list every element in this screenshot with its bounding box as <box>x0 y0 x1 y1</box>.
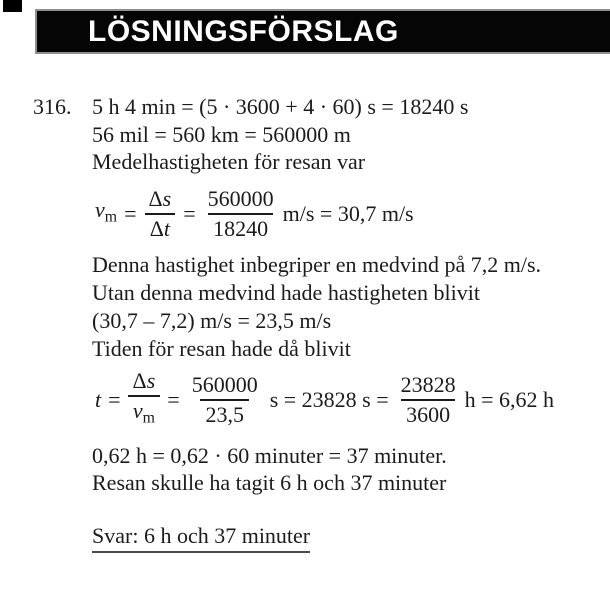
solution-line-time-conversion: 5 h 4 min = (5 · 3600 + 4 · 60) s = 18240 s <box>92 94 469 119</box>
fraction-distance-over-speed <box>187 373 263 427</box>
formula-travel-time <box>95 369 554 430</box>
solution-line-headwind: Denna hastighet inbegriper en medvind på 7,2 m/s. <box>92 252 542 277</box>
formula-average-speed <box>95 187 414 241</box>
solution-line-conclusion: Resan skulle ha tagit 6 h och 37 minuter <box>92 470 447 495</box>
solution-line-distance-conversion: 56 mil = 560 km = 560000 m <box>92 122 351 147</box>
fraction-denominator: 3600 <box>401 399 455 427</box>
fraction-numerator: 560000 <box>207 186 274 211</box>
formula-lhs: t <box>95 386 102 412</box>
solution-line-minutes-conversion: 0,62 h = 0,62 · 60 minuter = 37 minuter. <box>92 443 447 468</box>
fraction-denominator: $v_m$ <box>128 395 160 430</box>
fraction-denominator: Δt <box>145 213 175 241</box>
fraction-delta-s-delta-t <box>144 187 177 241</box>
fraction-delta-s-over-vm <box>128 369 161 430</box>
page-title: LÖSNINGSFÖRSLAG <box>88 14 399 48</box>
solution-line-average-speed-intro: Medelhastigheten för resan var <box>92 149 366 174</box>
fraction-numerator: Δs <box>132 368 156 393</box>
fraction-numerator: Δs <box>148 186 172 211</box>
fraction-denominator: 18240 <box>208 213 273 241</box>
answer-line: Svar: 6 h och 37 minuter <box>92 524 310 553</box>
fraction-seconds-over-3600 <box>396 373 461 427</box>
fraction-denominator: 23,5 <box>200 399 249 427</box>
solution-line-without-wind: Utan denna medvind hade hastigheten blivit <box>92 280 480 305</box>
solution-line-time-intro: Tiden för resan hade då blivit <box>92 336 351 361</box>
solution-line-speed-difference: (30,7 – 7,2) m/s = 23,5 m/s <box>92 308 332 333</box>
fraction-distance-over-time <box>203 187 279 241</box>
formula-middle: s = 23828 s = <box>269 386 389 412</box>
formula-result: m/s = 30,7 m/s <box>282 201 414 226</box>
fraction-numerator: 560000 <box>191 371 258 397</box>
formula-result: h = 6,62 h <box>464 386 555 412</box>
problem-number: 316. <box>33 94 72 119</box>
equals-sign: = <box>108 386 121 412</box>
scan-corner-mark <box>3 0 22 12</box>
header-bar <box>35 9 610 54</box>
equals-sign: = <box>124 201 137 226</box>
formula-lhs: $v_m$ <box>95 197 118 226</box>
equals-sign: = <box>167 386 180 412</box>
equals-sign: = <box>183 201 196 226</box>
fraction-numerator: 23828 <box>400 371 456 397</box>
